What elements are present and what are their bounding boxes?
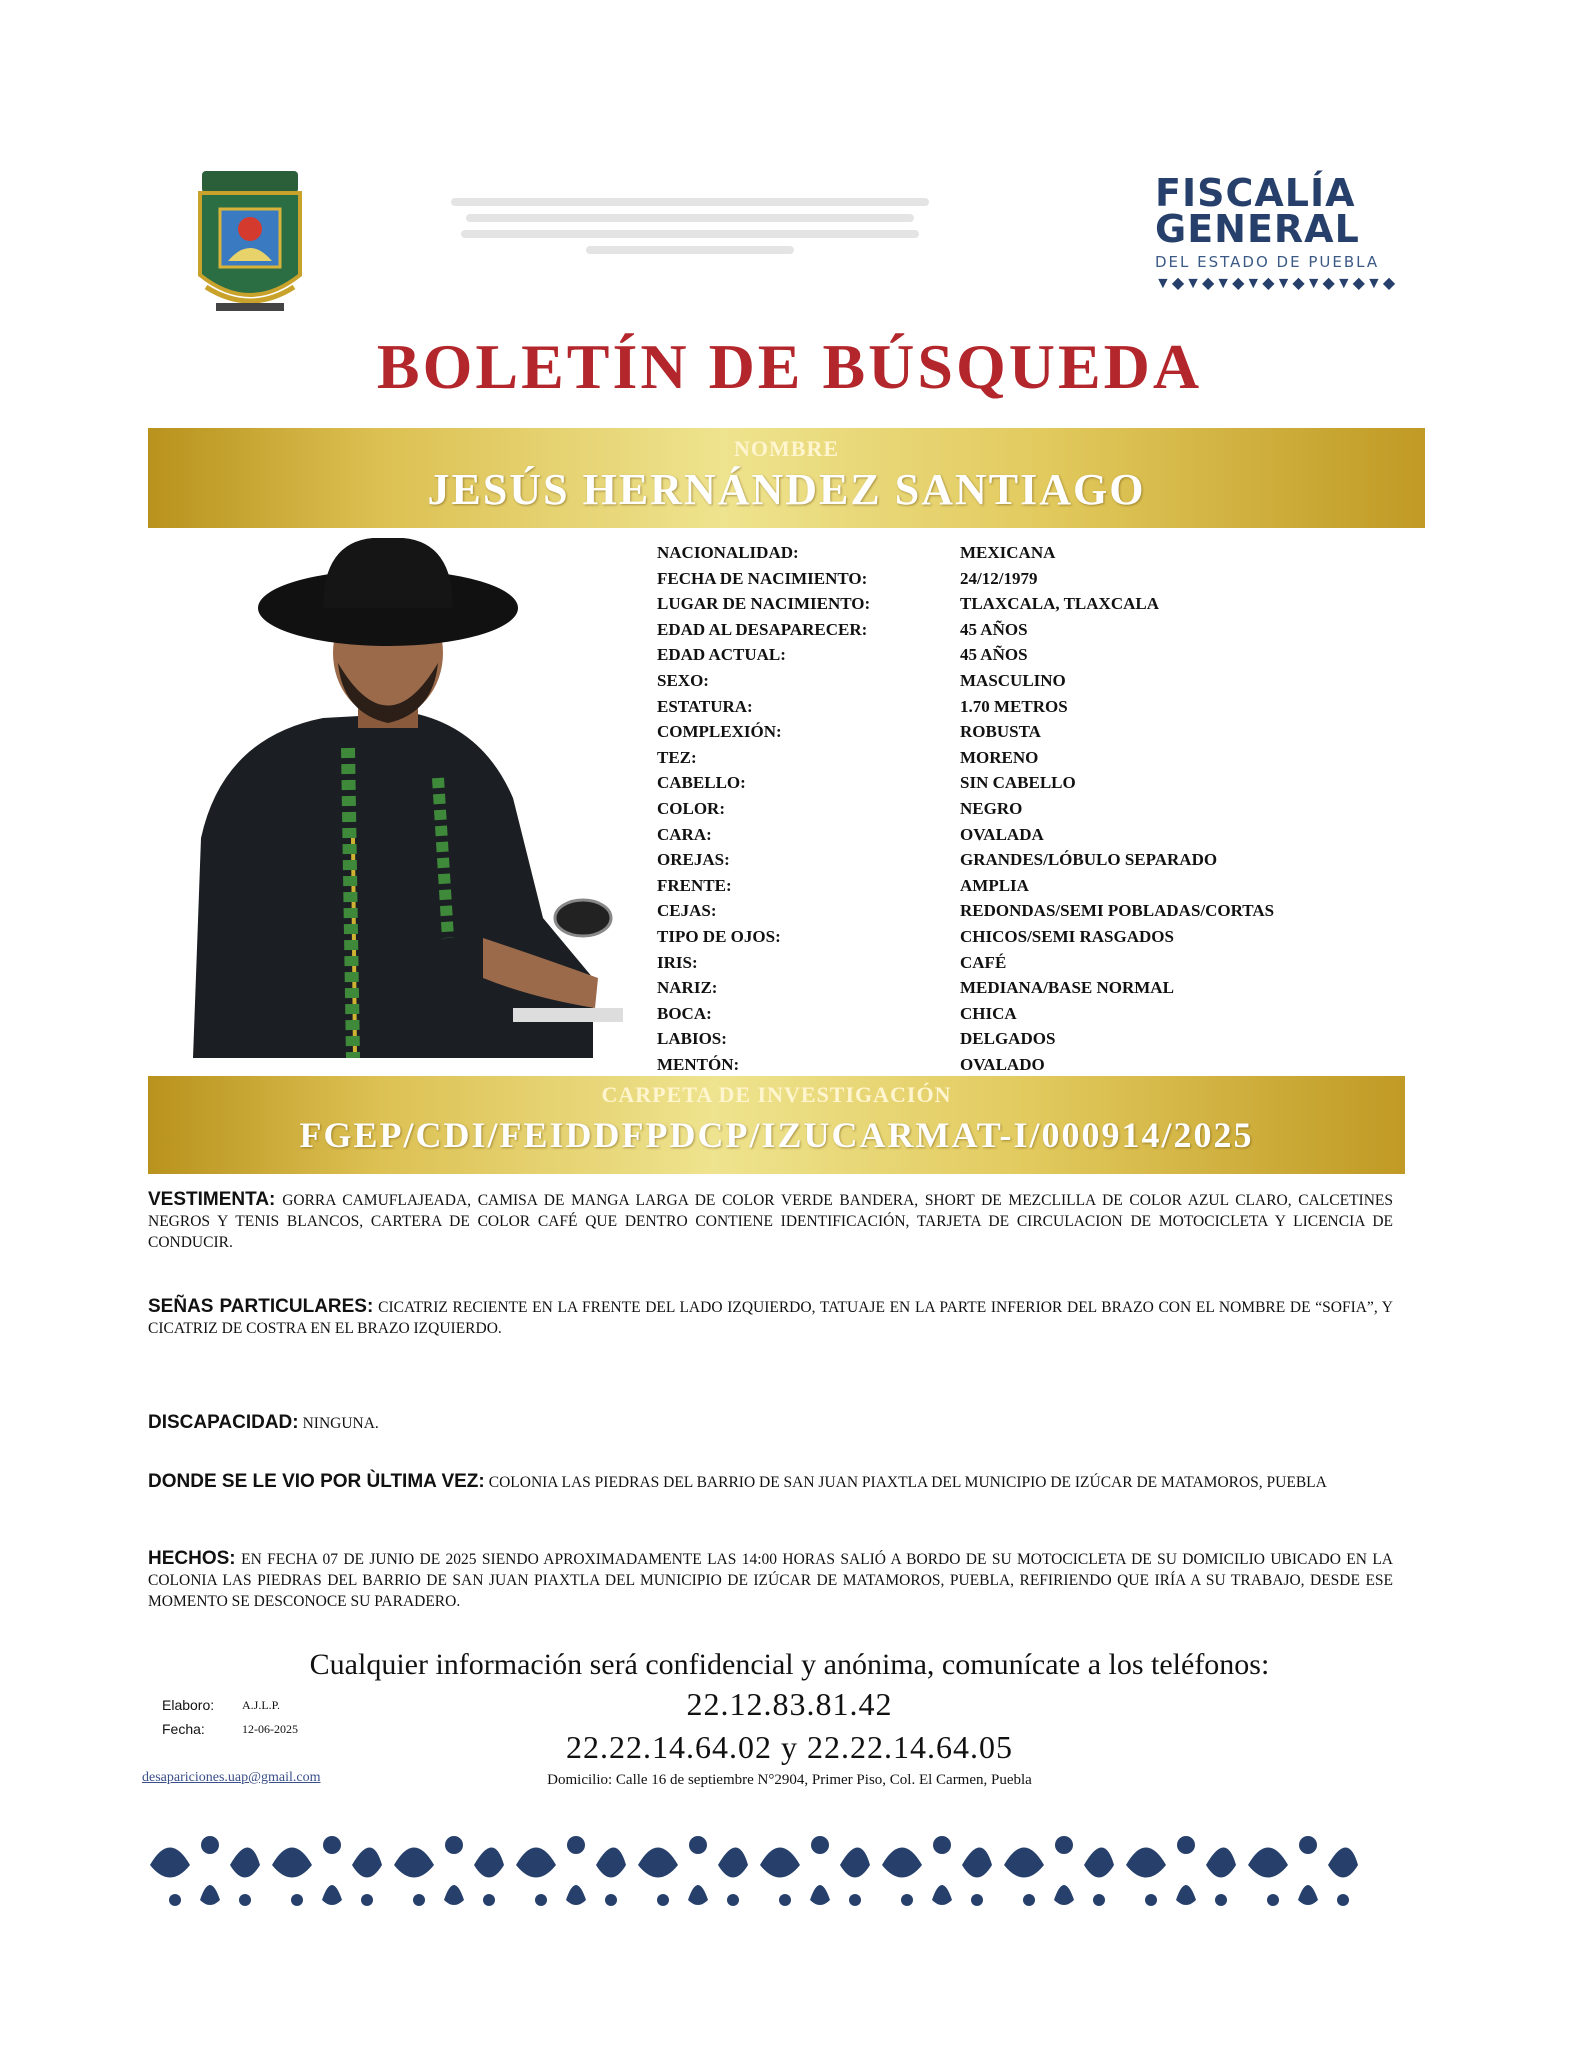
- footer-decorative-pattern: [140, 1820, 1390, 1910]
- detail-row: [657, 719, 1430, 745]
- phone-number-primary: 22.12.83.81.42: [686, 1686, 893, 1722]
- detail-label: SEXO:: [657, 670, 709, 690]
- detail-value: ROBUSTA: [960, 722, 1041, 742]
- detail-row: [657, 924, 1430, 950]
- section-label: VESTIMENTA:: [148, 1189, 276, 1210]
- phone-numbers-secondary: 22.22.14.64.02 y 22.22.14.64.05: [566, 1729, 1013, 1765]
- case-band: [148, 1076, 1405, 1174]
- detail-value: CAFÉ: [960, 952, 1007, 972]
- detail-label: IRIS:: [657, 952, 698, 972]
- detail-label: EDAD ACTUAL:: [657, 645, 786, 665]
- office-address: Domicilio: Calle 16 de septiembre N°2904, Primer Piso, Col. El Carmen, Puebla: [547, 1772, 1032, 1788]
- detail-label: TEZ:: [657, 747, 697, 767]
- section-label: DONDE SE LE VIO POR ÙLTIMA VEZ:: [148, 1471, 485, 1492]
- detail-label: CEJAS:: [657, 901, 717, 921]
- section-vestimenta: [148, 1189, 1393, 1253]
- section-label: SEÑAS PARTICULARES:: [148, 1296, 374, 1317]
- detail-row: [657, 745, 1430, 771]
- detail-label: OREJAS:: [657, 850, 730, 870]
- detail-row: [657, 642, 1430, 668]
- detail-value: MEXICANA: [960, 543, 1056, 562]
- case-number: FGEP/CDI/FEIDDFPDCP/IZUCARMAT-I/000914/2025: [299, 1115, 1254, 1155]
- section-label: HECHOS:: [148, 1548, 236, 1569]
- detail-label: EDAD AL DESAPARECER:: [657, 619, 868, 639]
- detail-row: [657, 847, 1430, 873]
- detail-row: [657, 822, 1430, 848]
- detail-label: LABIOS:: [657, 1029, 727, 1049]
- detail-label: TIPO DE OJOS:: [657, 926, 781, 946]
- section-text: NINGUNA.: [302, 1415, 379, 1432]
- detail-value: MASCULINO: [960, 670, 1066, 690]
- pattern-motif-icon: [882, 1836, 992, 1906]
- detail-row: [657, 975, 1430, 1001]
- detail-value: OVALADA: [960, 824, 1044, 844]
- prepared-by-block: [162, 1693, 298, 1741]
- detail-value: OVALADO: [960, 1054, 1045, 1074]
- pattern-motif-icon: [516, 1836, 626, 1906]
- detail-row: [657, 1001, 1430, 1027]
- detail-row: [657, 1052, 1430, 1078]
- pattern-motif-icon: [272, 1836, 382, 1906]
- detail-label: COLOR:: [657, 798, 725, 818]
- detail-value: NEGRO: [960, 798, 1023, 818]
- detail-row: [657, 591, 1430, 617]
- detail-label: BOCA:: [657, 1003, 712, 1023]
- section-hechos: [148, 1548, 1393, 1612]
- org-name-line3: DEL ESTADO DE PUEBLA: [1155, 253, 1380, 271]
- decorative-pattern-icon: ▼◆▼◆▼◆▼◆▼◆▼◆▼◆▼◆: [1155, 275, 1397, 292]
- detail-label: NARIZ:: [657, 978, 718, 998]
- details-table: [657, 540, 1430, 1077]
- pattern-motif-icon: [1004, 1836, 1114, 1906]
- detail-value: 1.70 METROS: [960, 696, 1068, 716]
- contact-email-link[interactable]: desapariciones.uap@gmail.com: [142, 1770, 321, 1785]
- detail-label: FRENTE:: [657, 875, 732, 895]
- state-coat-of-arms-logo: [190, 165, 310, 325]
- detail-value: GRANDES/LÓBULO SEPARADO: [960, 850, 1218, 870]
- detail-value: CHICOS/SEMI RASGADOS: [960, 926, 1174, 946]
- detail-row: [657, 796, 1430, 822]
- detail-row: [657, 566, 1430, 592]
- detail-label: NACIONALIDAD:: [657, 543, 799, 562]
- section-text: CICATRIZ RECIENTE EN LA FRENTE DEL LADO IZQUIERDO, TATUAJE EN LA PARTE INFERIOR DEL BRAZO CON EL NOMBRE DE “SOFIA”, Y CICATRIZ DE COSTRA EN EL BRAZO IZQUIERDO.: [148, 1299, 1393, 1337]
- case-label: CARPETA DE INVESTIGACIÓN: [601, 1082, 952, 1107]
- detail-value: 45 AÑOS: [960, 619, 1028, 639]
- pattern-motif-icon: [1248, 1836, 1358, 1906]
- pattern-motif-icon: [150, 1836, 260, 1906]
- name-band: [148, 428, 1425, 528]
- detail-label: ESTATURA:: [657, 696, 753, 716]
- bulletin-title: BOLETÍN DE BÚSQUEDA: [376, 331, 1203, 402]
- detail-row: [657, 694, 1430, 720]
- org-name-line2: GENERAL: [1155, 207, 1360, 251]
- name-label: NOMBRE: [734, 436, 839, 461]
- fecha-label: Fecha:: [162, 1721, 205, 1737]
- detail-row: [657, 873, 1430, 899]
- section-senas-particulares: [148, 1296, 1393, 1339]
- detail-row: [657, 617, 1430, 643]
- section-text: COLONIA LAS PIEDRAS DEL BARRIO DE SAN JUAN PIAXTLA DEL MUNICIPIO DE IZÚCAR DE MATAMOROS, PUEBLA: [488, 1474, 1327, 1491]
- detail-value: AMPLIA: [960, 875, 1029, 895]
- missing-person-photo: [183, 538, 623, 1058]
- section-text: EN FECHA 07 DE JUNIO DE 2025 SIENDO APROXIMADAMENTE LAS 14:00 HORAS SALIÓ A BORDO DE SU MOTOCICLETA DE SU DOMICILIO UBICADO EN LA COLONIA LAS PIEDRAS DEL BARRIO DE SAN JUAN PIAXTLA DEL MUNICIPIO DE IZÚCAR DE MATAMOROS, PUEBLA, REFIRIENDO QUE IRÍA A SU TRABAJO, DESDE ESE MOMENTO SE DESCONOCE SU PARADERO.: [148, 1551, 1393, 1610]
- detail-row: [657, 668, 1430, 694]
- elaboro-value: A.J.L.P.: [242, 1698, 281, 1712]
- detail-value: TLAXCALA, TLAXCALA: [960, 594, 1159, 614]
- detail-row: [657, 540, 1430, 566]
- elaboro-label: Elaboro:: [162, 1697, 215, 1713]
- detail-value: REDONDAS/SEMI POBLADAS/CORTAS: [960, 901, 1275, 921]
- pattern-motif-icon: [394, 1836, 504, 1906]
- detail-label: FECHA DE NACIMIENTO:: [657, 568, 868, 588]
- detail-value: 24/12/1979: [960, 568, 1038, 588]
- pattern-motif-icon: [638, 1836, 748, 1906]
- detail-value: DELGADOS: [960, 1029, 1056, 1049]
- detail-label: LUGAR DE NACIMIENTO:: [657, 594, 871, 614]
- detail-value: CHICA: [960, 1003, 1017, 1023]
- detail-row: [657, 1026, 1430, 1052]
- fecha-value: 12-06-2025: [242, 1722, 298, 1736]
- section-discapacidad: [148, 1412, 1393, 1434]
- section-ultima-vez: [148, 1471, 1393, 1493]
- contact-heading: Cualquier información será confidencial y anónima, comunícate a los teléfonos:: [309, 1648, 1270, 1681]
- section-label: DISCAPACIDAD:: [148, 1412, 299, 1433]
- org-name-line1: FISCALÍA: [1155, 171, 1356, 215]
- detail-label: MENTÓN:: [657, 1054, 740, 1074]
- detail-value: 45 AÑOS: [960, 645, 1028, 665]
- pattern-motif-icon: [1126, 1836, 1236, 1906]
- section-text: GORRA CAMUFLAJEADA, CAMISA DE MANGA LARGA DE COLOR VERDE BANDERA, SHORT DE MEZCLILLA DE COLOR AZUL CLARO, CALCETINES NEGROS Y TENIS BLANCOS, CARTERA DE COLOR CAFÉ QUE DENTRO CONTIENE IDENTIFICACIÓN, TARJETA DE CIRCULACION DE MOTOCICLETA Y LICENCIA DE CONDUCIR.: [148, 1192, 1393, 1251]
- pattern-motif-icon: [760, 1836, 870, 1906]
- faded-header-text: [430, 190, 950, 262]
- detail-label: CARA:: [657, 824, 712, 844]
- detail-value: MORENO: [960, 747, 1039, 767]
- fiscalia-logo: [1155, 171, 1455, 293]
- detail-row: [657, 950, 1430, 976]
- detail-row: [657, 898, 1430, 924]
- detail-value: MEDIANA/BASE NORMAL: [960, 978, 1174, 998]
- detail-label: CABELLO:: [657, 773, 746, 793]
- detail-value: SIN CABELLO: [960, 773, 1076, 793]
- detail-label: COMPLEXIÓN:: [657, 722, 782, 742]
- person-name: JESÚS HERNÁNDEZ SANTIAGO: [427, 465, 1146, 514]
- detail-row: [657, 770, 1430, 796]
